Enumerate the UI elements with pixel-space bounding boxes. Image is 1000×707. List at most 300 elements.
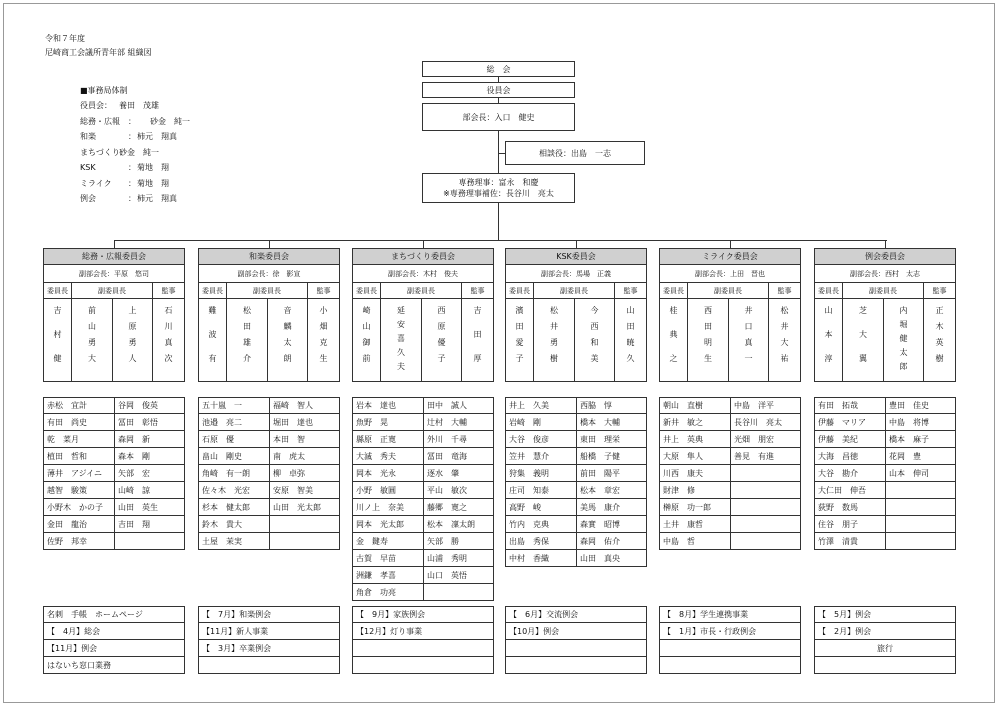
member-name: 逐水 肇 — [423, 465, 493, 481]
director-box — [422, 173, 575, 203]
event-item — [352, 657, 494, 674]
member-name: 森本 剛 — [114, 448, 184, 464]
event-table — [43, 606, 185, 674]
member-name: 池邉 亮二 — [202, 417, 242, 427]
leader-cell — [198, 299, 227, 382]
leader-name-char: 大 — [859, 330, 867, 339]
leader-name-char: 克 — [319, 338, 328, 347]
member-name — [730, 482, 800, 498]
fiscal-year: 令和７年度 — [45, 34, 85, 43]
member-name: 山田 光太郎 — [269, 499, 339, 515]
member-name: 善見 有進 — [730, 448, 800, 464]
table-row — [814, 397, 956, 414]
table-row — [352, 465, 494, 482]
table-row — [352, 482, 494, 499]
member-table — [43, 397, 185, 550]
member-table — [198, 397, 340, 550]
table-row — [505, 465, 647, 482]
member-name: 竹内 克典 — [509, 519, 549, 529]
member-name: 森岡 佑介 — [576, 533, 646, 549]
leader-cell — [534, 299, 575, 382]
page-title: 尼崎商工会議所青年部 組織図 — [45, 48, 152, 57]
role-header-auditor: 監事 — [153, 283, 185, 299]
event-item: 【 5月】例会 — [814, 606, 956, 623]
table-row — [505, 533, 647, 550]
table-row — [43, 414, 185, 431]
table-row — [352, 584, 494, 601]
member-name: 松本 凜太朗 — [423, 516, 493, 532]
leader-name-char: 井 — [550, 322, 558, 331]
leader-name-char: 濱 — [515, 306, 524, 315]
table-row — [352, 431, 494, 448]
leader-name-char: 朗 — [283, 354, 292, 363]
role-header-auditor: 監事 — [769, 283, 801, 299]
member-name: 山田 真央 — [576, 550, 646, 566]
leader-name-char: 和 — [590, 338, 599, 347]
role-header-vice: 副委員長 — [381, 283, 462, 299]
member-name — [269, 516, 339, 532]
member-name: 岩本 達也 — [356, 401, 396, 410]
leader-name-char: 雄 — [243, 338, 251, 347]
member-name: 花岡 豊 — [885, 448, 955, 464]
table-row — [198, 499, 340, 516]
board-box — [422, 82, 575, 98]
member-name — [730, 533, 800, 549]
member-name: 佐々木 光宏 — [202, 485, 250, 495]
member-name: 魚野 晃 — [356, 417, 388, 427]
committee-name: ミライク委員会 — [659, 248, 801, 265]
branch-line — [114, 240, 887, 241]
table-row — [814, 448, 956, 465]
vice-director: 副部会長：木村 俊夫 — [352, 265, 494, 283]
connector-line — [114, 240, 115, 248]
leader-name-char: 桂 — [669, 306, 678, 315]
leader-name-char: 崎 — [362, 306, 371, 315]
vice-director: 副部会長：西村 太志 — [814, 265, 956, 283]
leader-name-char: 人 — [128, 354, 137, 363]
member-name: 狩集 義明 — [509, 468, 549, 478]
leader-name-char: 上 — [128, 306, 137, 315]
member-name: 畠山 剛史 — [202, 451, 242, 461]
table-row — [814, 499, 956, 516]
member-name: 冨田 彰悟 — [114, 414, 184, 430]
table-row — [352, 567, 494, 584]
committee-name: KSK委員会 — [505, 248, 647, 265]
leader-name-char: 吉 — [473, 306, 482, 315]
leader-name-char: 山 — [88, 322, 96, 331]
member-name: 吉田 翔 — [114, 516, 184, 532]
member-table — [505, 397, 647, 567]
leader-name-char: 村 — [53, 330, 62, 339]
leader-name-char: 山 — [824, 306, 833, 315]
leader-name-char: 喜 — [397, 334, 405, 343]
leader-name-char: 明 — [704, 338, 712, 347]
member-name: 橋本 大輔 — [576, 414, 646, 430]
member-name: 金田 龍治 — [47, 519, 87, 529]
member-name: 岩崎 剛 — [509, 417, 541, 427]
member-name: 伊藤 美紀 — [818, 434, 858, 444]
member-name: 五十嵐 一 — [202, 401, 242, 410]
table-row — [198, 397, 340, 414]
member-name: 森岡 新 — [114, 431, 184, 447]
member-name: 平山 敏次 — [423, 482, 493, 498]
connector-line — [885, 240, 886, 248]
table-row — [659, 465, 801, 482]
member-name: 山崎 諒 — [114, 482, 184, 498]
event-item: 【12月】灯り事業 — [352, 623, 494, 640]
leader-name-char: 厚 — [473, 354, 482, 363]
member-name: 矢部 勝 — [423, 533, 493, 549]
member-name: 大谷 俊彦 — [509, 434, 549, 444]
member-name: 赤松 宜計 — [47, 401, 87, 410]
secretariat-role: 総務・広報 ： — [80, 116, 136, 126]
member-name: 矢部 宏 — [114, 465, 184, 481]
leader-name-char: 淳 — [824, 354, 833, 363]
leader-name-char: 麟 — [283, 322, 292, 331]
connector-line — [269, 240, 270, 248]
event-item: はないち窓口業務 — [43, 657, 185, 674]
member-name: 豊田 佳史 — [885, 398, 955, 413]
member-table — [352, 397, 494, 601]
table-row — [659, 516, 801, 533]
member-name: 山口 英悟 — [423, 567, 493, 583]
member-name: 中島 哲 — [663, 536, 695, 546]
secretariat-separator: ： — [128, 163, 136, 172]
connector-line — [498, 203, 499, 240]
table-row — [43, 482, 185, 499]
member-name: 山田 英生 — [114, 499, 184, 515]
leader-cell — [884, 299, 924, 382]
member-name: 前田 陽平 — [576, 465, 646, 481]
member-name: 南 虎太 — [269, 448, 339, 464]
secretariat-role: KSK — [80, 163, 96, 172]
event-item: 旅行 — [814, 640, 956, 657]
leader-cell — [352, 299, 381, 382]
member-name: 小野木 かの子 — [47, 502, 103, 512]
member-name: 古賀 早苗 — [356, 553, 396, 563]
table-row — [43, 431, 185, 448]
leader-name-char: 正 — [935, 306, 944, 315]
leader-name-char: 愛 — [515, 338, 524, 347]
leader-cell — [43, 299, 72, 382]
member-name: 角倉 功亮 — [356, 587, 396, 597]
leader-cell — [505, 299, 534, 382]
leader-name-char: 生 — [319, 354, 328, 363]
committee-name: 例会委員会 — [814, 248, 956, 265]
table-row — [659, 499, 801, 516]
member-name: 谷岡 俊英 — [114, 398, 184, 413]
leader-cell — [924, 299, 956, 382]
member-name: 柳 卓弥 — [269, 465, 339, 481]
table-row — [814, 465, 956, 482]
leader-name-char: 石 — [164, 306, 173, 315]
connector-line — [576, 240, 577, 248]
role-header-chair: 委員長 — [352, 283, 381, 299]
leader-name-char: 西 — [704, 306, 712, 315]
leader-name-char: 前 — [88, 306, 96, 315]
member-name: 洲鎌 孝喜 — [356, 570, 396, 580]
role-header-vice: 副委員長 — [534, 283, 615, 299]
leader-name-char: 大 — [780, 338, 789, 347]
leader-name-char: 西 — [590, 322, 599, 331]
table-row — [43, 465, 185, 482]
member-name: 財津 修 — [663, 485, 695, 495]
connector-line — [498, 131, 499, 173]
director-label: 専務理事：富永 和慶 — [458, 178, 539, 187]
table-row — [814, 414, 956, 431]
event-item — [659, 657, 801, 674]
leader-cell — [308, 299, 340, 382]
leader-name-char: 健 — [53, 354, 62, 363]
leader-name-char: 松 — [550, 306, 558, 315]
secretariat-person: 養田 茂雄 — [119, 101, 159, 110]
member-name: 大原 隼人 — [663, 451, 703, 461]
member-name: 山本 伸司 — [885, 465, 955, 481]
table-row — [505, 516, 647, 533]
vice-director: 副部会長：上田 晋也 — [659, 265, 801, 283]
leader-cell — [769, 299, 801, 382]
member-name: 土屋 茉実 — [202, 536, 242, 546]
leader-name-char: 大 — [88, 354, 96, 363]
member-name: 森實 昭博 — [576, 516, 646, 532]
table-row — [659, 414, 801, 431]
leader-name-char: 樹 — [550, 354, 558, 363]
event-item: 【 6月】交流例会 — [505, 606, 647, 623]
table-row — [659, 431, 801, 448]
chairman-box — [422, 103, 575, 131]
member-name — [730, 465, 800, 481]
member-name — [885, 499, 955, 515]
leader-name-char: 木 — [935, 322, 944, 331]
leader-cell — [153, 299, 185, 382]
leader-name-char: 生 — [704, 354, 712, 363]
event-item — [814, 657, 956, 674]
leader-name-char: 夫 — [397, 362, 405, 371]
secretariat-person: 砂金 純一 — [150, 116, 190, 126]
member-name: 辻村 大輔 — [423, 414, 493, 430]
board-label: 役員会 — [486, 85, 511, 95]
role-header-auditor: 監事 — [462, 283, 494, 299]
leader-name-char: 田 — [515, 322, 524, 331]
event-table — [198, 606, 340, 674]
leader-name-char: 子 — [515, 354, 524, 363]
member-name — [730, 499, 800, 515]
table-row — [659, 533, 801, 550]
vice-director: 副部会長：平原 悠司 — [43, 265, 185, 283]
member-name: 外川 千尋 — [423, 431, 493, 447]
member-name — [730, 516, 800, 532]
leader-cell — [615, 299, 647, 382]
member-name: 田中 誠人 — [423, 398, 493, 413]
leader-cell — [659, 299, 688, 382]
leader-name-char: 優 — [437, 338, 446, 347]
event-item: 【11月】新人事業 — [198, 623, 340, 640]
secretariat-separator: ： — [128, 178, 136, 188]
leader-name-char: 次 — [164, 354, 173, 363]
leader-name-char: 御 — [362, 338, 371, 347]
member-name: 大谷 勘介 — [818, 468, 858, 478]
member-name: 中島 将博 — [885, 414, 955, 430]
table-row — [198, 516, 340, 533]
leader-name-char: 子 — [437, 354, 446, 363]
leader-name-char: 英 — [935, 338, 944, 347]
leader-name-char: 山 — [626, 306, 635, 315]
secretariat-role: まちづくり： — [80, 147, 128, 157]
leader-name-char: 田 — [243, 322, 251, 331]
leader-name-char: 真 — [164, 338, 173, 347]
event-item — [659, 640, 801, 657]
leader-name-char: 前 — [362, 354, 371, 363]
table-row — [659, 397, 801, 414]
table-row — [505, 414, 647, 431]
member-name — [885, 482, 955, 498]
leader-name-char: 勇 — [88, 338, 96, 347]
leader-cell — [814, 299, 843, 382]
member-name: 笠井 慧介 — [509, 451, 549, 461]
leader-name-char: 太 — [899, 348, 908, 357]
member-name: 川西 康夫 — [663, 468, 703, 478]
connector-line — [730, 240, 731, 248]
role-header-chair: 委員長 — [814, 283, 843, 299]
secretariat-title: ■事務局体制 — [80, 86, 128, 95]
leader-name-char: 延 — [397, 306, 405, 315]
member-name: 松本 章宏 — [576, 482, 646, 498]
table-row — [43, 499, 185, 516]
secretariat-person: 柿元 翔真 — [137, 194, 177, 203]
table-row — [659, 448, 801, 465]
vice-director: 副部会長：馬場 正義 — [505, 265, 647, 283]
vice-director: 副部会長：徐 影宣 — [198, 265, 340, 283]
leader-name-char: 西 — [437, 306, 446, 315]
table-row — [198, 482, 340, 499]
role-header-auditor: 監事 — [308, 283, 340, 299]
member-name: 岡本 光永 — [356, 468, 396, 478]
member-name: 植田 哲和 — [47, 451, 87, 461]
leader-name-char: 美 — [590, 354, 599, 363]
leader-name-char: 本 — [824, 330, 833, 339]
leader-cell — [381, 299, 422, 382]
leader-name-char: 堀 — [899, 320, 908, 329]
advisor-box — [505, 141, 645, 165]
table-row — [352, 550, 494, 567]
role-header-vice: 副委員長 — [843, 283, 924, 299]
leader-name-char: 山 — [362, 322, 371, 331]
event-item: 名刺 手帳 ホームページ — [43, 606, 185, 623]
member-name: 有田 拓哉 — [818, 401, 858, 410]
leader-name-char: 翼 — [859, 354, 867, 363]
member-name — [269, 533, 339, 549]
member-name — [885, 516, 955, 532]
leader-name-char: 松 — [780, 306, 789, 315]
table-row — [43, 516, 185, 533]
connector-line — [498, 98, 499, 103]
member-name: 縣原 正寛 — [356, 434, 396, 444]
table-row — [198, 414, 340, 431]
connector-line — [423, 240, 424, 248]
leader-name-char: 太 — [283, 338, 292, 347]
leader-name-char: 吉 — [53, 306, 62, 315]
table-row — [43, 448, 185, 465]
leader-name-char: 難 — [208, 306, 217, 315]
member-name: 東田 理栄 — [576, 431, 646, 447]
committee-name: 和楽委員会 — [198, 248, 340, 265]
member-name: 出島 秀保 — [509, 536, 549, 546]
secretariat-role: 例会 — [80, 194, 96, 203]
leader-cell — [575, 299, 615, 382]
member-name: 庄司 知泰 — [509, 485, 549, 495]
leader-name-char: 芝 — [859, 306, 867, 315]
leader-name-char: 内 — [899, 306, 908, 315]
leader-cell — [688, 299, 729, 382]
event-table — [352, 606, 494, 674]
leader-name-char: 樹 — [935, 354, 944, 363]
role-header-vice: 副委員長 — [688, 283, 769, 299]
member-name — [423, 584, 493, 600]
secretariat-role: ミライク — [80, 178, 112, 188]
advisor-label: 相談役：出島 一志 — [539, 148, 611, 158]
leader-name-char: 安 — [397, 320, 405, 329]
leader-name-char: 暁 — [626, 338, 635, 347]
leader-name-char: 音 — [283, 306, 292, 315]
member-name: 榊原 功一郎 — [663, 502, 711, 512]
event-item: 【 4月】総会 — [43, 623, 185, 640]
table-row — [505, 448, 647, 465]
leader-name-char: 原 — [128, 322, 137, 331]
member-name: 中村 香織 — [509, 553, 549, 563]
leader-name-char: 之 — [669, 354, 678, 363]
member-name: 長谷川 亮太 — [730, 414, 800, 430]
event-item: 【 9月】家族例会 — [352, 606, 494, 623]
member-name: 井上 久美 — [509, 401, 549, 410]
event-table — [505, 606, 647, 674]
leader-name-char: 口 — [744, 322, 753, 331]
leader-name-char: 祐 — [780, 354, 789, 363]
leader-name-char: 勇 — [128, 338, 137, 347]
event-item: 【 1月】市長・行政例会 — [659, 623, 801, 640]
leader-name-char: 久 — [397, 348, 405, 357]
table-row — [352, 499, 494, 516]
table-row — [352, 533, 494, 550]
member-name: 橋本 麻子 — [885, 431, 955, 447]
member-name: 西脇 惇 — [576, 398, 646, 413]
table-row — [505, 397, 647, 414]
secretariat-role: 和楽 — [80, 132, 96, 141]
table-row — [198, 448, 340, 465]
member-name: 杉本 健太郎 — [202, 502, 250, 512]
member-table — [659, 397, 801, 550]
leader-cell — [462, 299, 494, 382]
leader-name-char: 有 — [208, 354, 217, 363]
event-table — [659, 606, 801, 674]
event-item — [352, 640, 494, 657]
table-row — [505, 482, 647, 499]
event-table — [814, 606, 956, 674]
member-name: 鈴木 貴大 — [202, 519, 242, 529]
member-name: 本田 智 — [269, 431, 339, 447]
table-row — [43, 397, 185, 414]
member-name: 石原 優 — [202, 434, 234, 444]
event-item: 【 2月】例会 — [814, 623, 956, 640]
leader-cell — [843, 299, 884, 382]
role-header-auditor: 監事 — [615, 283, 647, 299]
leader-name-char: 田 — [704, 322, 712, 331]
secretariat-separator: ： — [128, 132, 136, 141]
director-assistant-label: ※専務理事補佐：長谷川 亮太 — [443, 189, 554, 198]
member-name: 金 鍵寿 — [356, 536, 388, 546]
table-row — [659, 482, 801, 499]
connector-line — [498, 153, 505, 154]
member-name: 大滅 秀夫 — [356, 451, 396, 461]
